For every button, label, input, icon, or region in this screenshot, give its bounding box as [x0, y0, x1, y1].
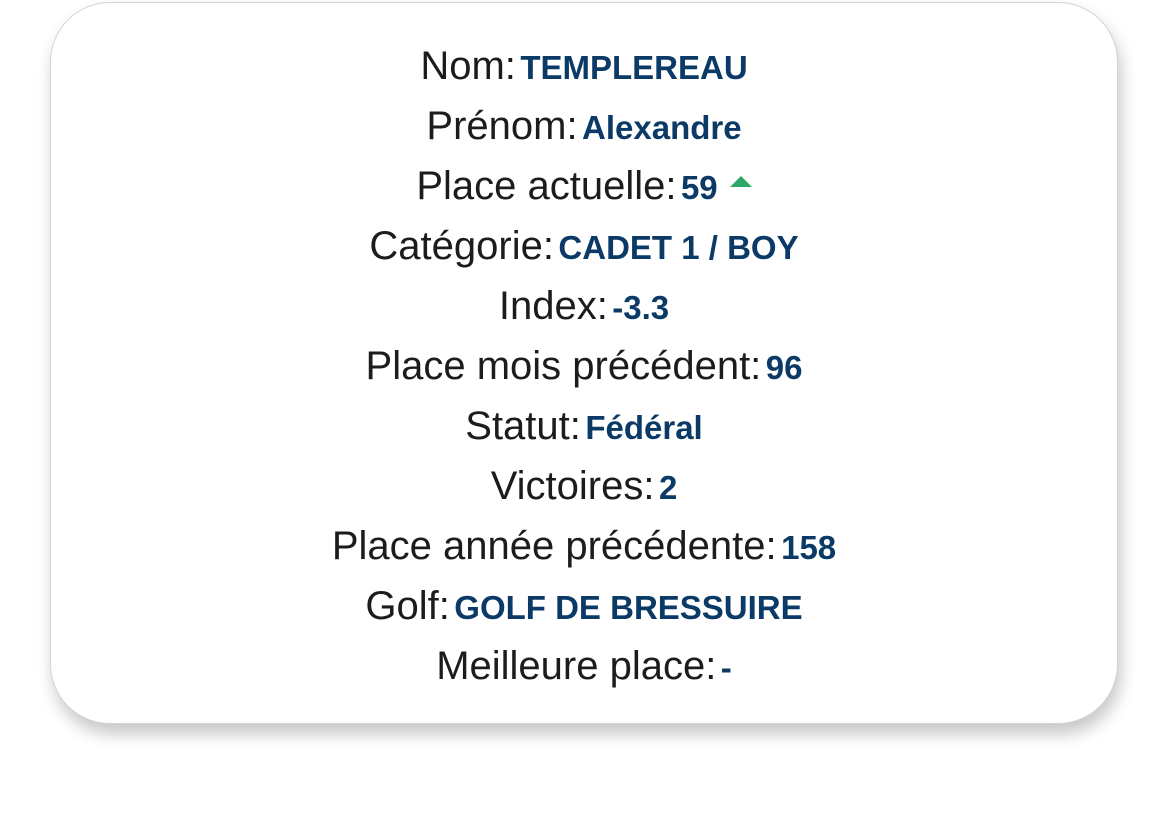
player-info-card [50, 2, 1118, 724]
field-label: Victoires: [490, 464, 655, 508]
field-row-place-mois-precedent [366, 336, 803, 396]
field-value: 158 [781, 529, 837, 566]
field-row-golf [365, 576, 802, 636]
field-value: GOLF DE BRESSUIRE [454, 589, 803, 626]
field-row-categorie [369, 216, 798, 276]
field-row-statut [465, 396, 702, 456]
field-row-prenom [426, 96, 741, 156]
field-label: Catégorie: [369, 224, 554, 268]
field-label: Prénom: [426, 104, 578, 148]
player-fields-list [51, 36, 1117, 696]
field-row-index [499, 276, 669, 336]
field-label: Place mois précédent: [365, 344, 762, 388]
field-row-place-actuelle [416, 156, 751, 216]
field-value: 96 [765, 349, 803, 386]
field-row-meilleure-place [436, 636, 732, 696]
triangle-up-icon [730, 176, 752, 187]
field-label: Meilleure place: [436, 644, 717, 688]
field-value: -3.3 [612, 289, 670, 326]
field-label: Index: [498, 284, 608, 328]
field-value: 2 [658, 469, 678, 506]
field-value: - [720, 649, 732, 686]
field-value: CADET 1 / BOY [558, 229, 799, 266]
field-value: TEMPLEREAU [520, 49, 748, 86]
field-label: Statut: [465, 404, 581, 448]
field-row-victoires [491, 456, 678, 516]
field-value: Fédéral [585, 409, 703, 446]
field-label: Place année précédente: [331, 524, 777, 568]
field-value: Alexandre [582, 109, 742, 146]
field-row-place-annee-precedente [332, 516, 836, 576]
field-row-nom [420, 36, 747, 96]
field-label: Place actuelle: [416, 164, 677, 208]
field-value: 59 [680, 169, 718, 206]
field-label: Golf: [365, 584, 450, 628]
field-label: Nom: [420, 44, 516, 88]
